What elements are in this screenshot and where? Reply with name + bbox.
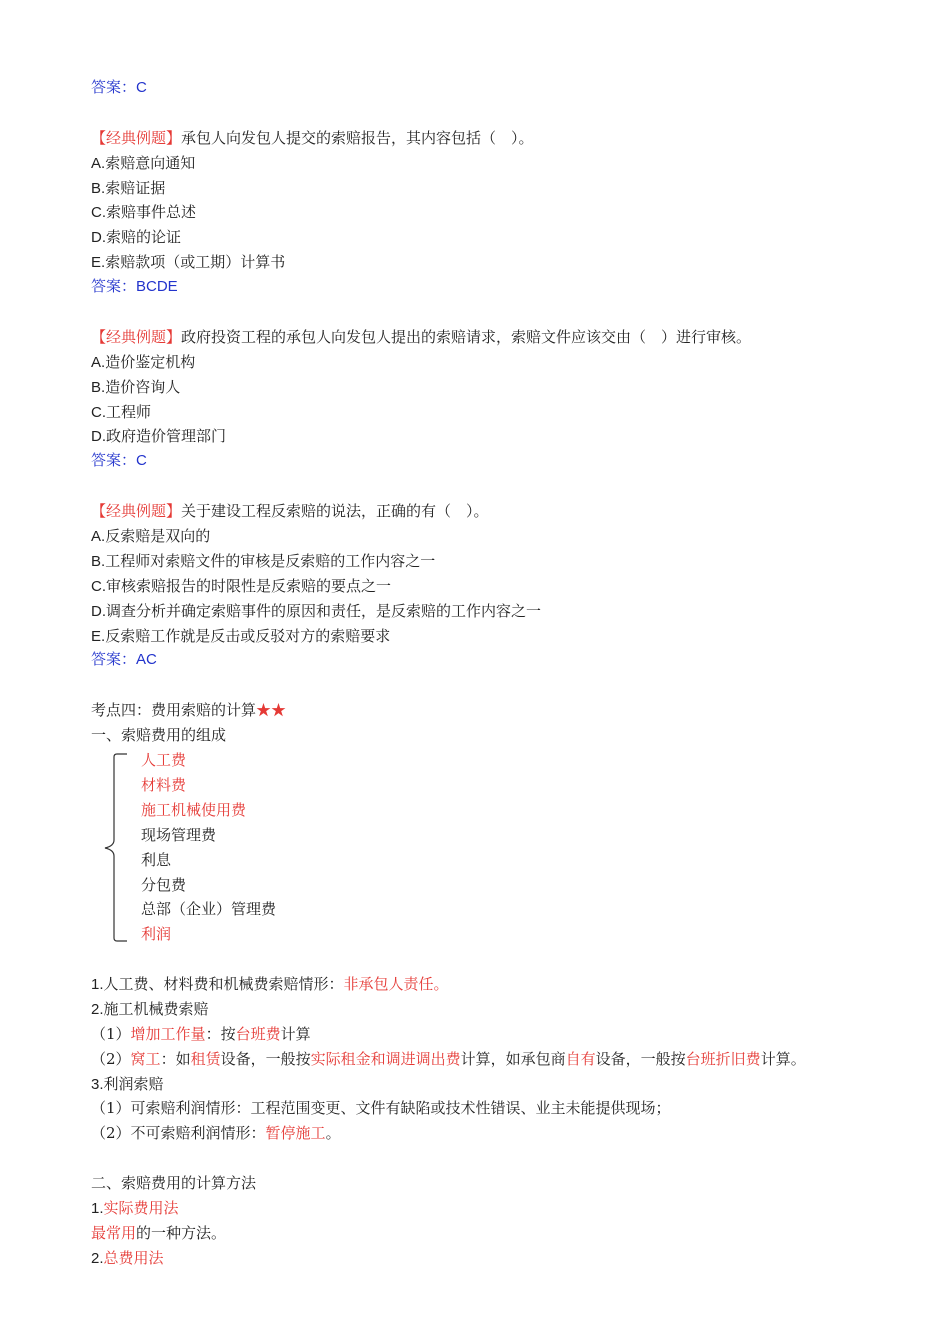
subsection-title: 一、索赔费用的组成 [91,726,227,745]
answer-value: AC [136,651,157,669]
paragraph: （1）增加工作量：按台班费计算 [91,1024,311,1043]
paragraph: （2）窝工：如租赁设备，一般按实际租金和调进调出费计算，如承包商自有设备，一般按台班折旧费计算。 [91,1049,806,1068]
answer-line [91,76,911,101]
paragraph: 1.实际费用法 [91,1198,179,1217]
cost-item: 总部（企业）管理费 [141,900,277,919]
option: B.工程师对索赔文件的审核是反索赔的工作内容之一 [91,551,436,570]
paragraph: 1.人工费、材料费和机械费索赔情形：非承包人责任。 [91,974,449,993]
example-tag: 【经典例题】 [91,128,182,147]
option: E.索赔款项（或工期）计算书 [91,253,286,272]
question-text: 政府投资工程的承包人向发包人提出的索赔请求，索赔文件应该交由（ ）进行审核。 [181,327,752,346]
cost-item: 分包费 [141,875,187,894]
option: D.索赔的论证 [91,228,182,247]
option: A.反索赔是双向的 [91,527,211,546]
paragraph: 3.利润索赔 [91,1074,164,1093]
paragraph: 2.总费用法 [91,1248,164,1267]
cost-components-list [91,748,911,947]
answer-value: BCDE [136,278,178,296]
option: A.索赔意向通知 [91,153,196,172]
option: A.造价鉴定机构 [91,352,196,371]
option: C.工程师 [91,402,152,421]
cost-item: 利润 [141,925,172,944]
question-text: 关于建设工程反索赔的说法，正确的有（ ）。 [181,502,489,521]
cost-items [141,748,276,947]
option: C.索赔事件总述 [91,203,197,222]
paragraph: 2.施工机械费索赔 [91,999,209,1018]
answer-line: 答案：AC [91,651,157,669]
answer-line: 答案：BCDE [91,278,178,296]
question-4-stem [91,499,911,524]
option: C.审核索赔报告的时限性是反索赔的要点之一 [91,576,392,595]
cost-item: 人工费 [141,751,187,770]
paragraph: （2）不可索赔利润情形：暂停施工。 [91,1124,341,1143]
option: D.政府造价管理部门 [91,427,227,446]
option: B.索赔证据 [91,178,166,197]
option: E.反索赔工作就是反击或反驳对方的索赔要求 [91,626,391,645]
example-tag: 【经典例题】 [91,327,182,346]
question-2-stem [91,126,911,151]
cost-item: 施工机械使用费 [141,800,247,819]
option: D.调查分析并确定索赔事件的原因和责任，是反索赔的工作内容之一 [91,601,542,620]
option: B.造价咨询人 [91,377,181,396]
question-text: 承包人向发包人提交的索赔报告，其内容包括（ ）。 [181,128,534,147]
paragraph: （1）可索赔利润情形：工程范围变更、文件有缺陷或技术性错误、业主未能提供现场； [91,1099,671,1118]
star-icon: ★★ [256,701,287,720]
cost-item: 材料费 [141,775,187,794]
left-brace-icon [101,748,133,947]
answer-label: 答案： [91,79,137,96]
example-tag: 【经典例题】 [91,502,182,521]
section-title: 考点四：费用索赔的计算★★ [91,701,287,720]
answer-value: C [136,79,147,96]
subsection-title: 二、索赔费用的计算方法 [91,1174,257,1193]
answer-line: 答案：C [91,452,147,470]
answer-value: C [136,452,147,470]
paragraph: 最常用的一种方法。 [91,1223,227,1242]
cost-item: 现场管理费 [141,825,217,844]
cost-item: 利息 [141,850,172,869]
question-3-stem [91,325,911,350]
document-page [91,76,911,1271]
